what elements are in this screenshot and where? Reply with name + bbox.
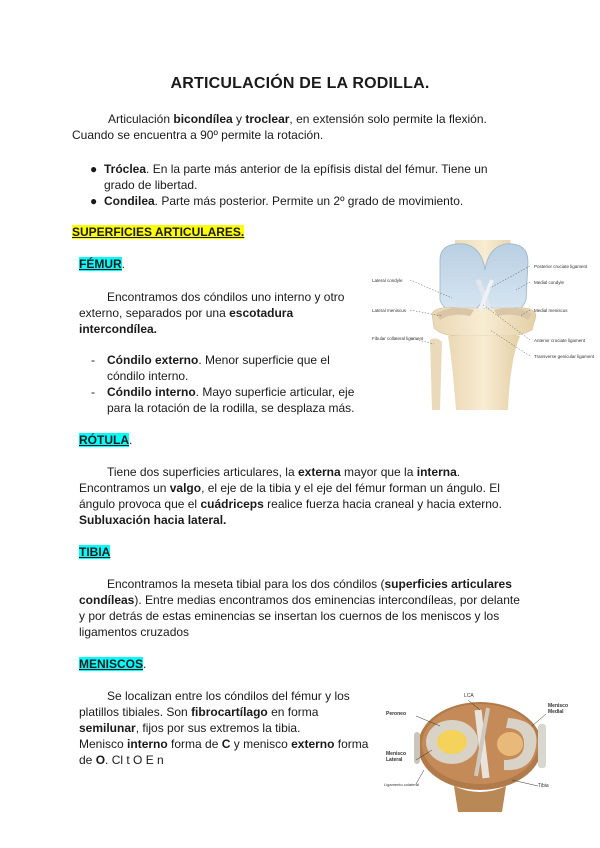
rotula-paragraph: Tiene dos superficies articulares, la externa mayor que la interna. Encontramos un valgo, el eje de la tibia y el eje del fémur forman un ángulo. El ángulo provoca que el cuádriceps realice fuerza hacia craneal y hacia externo. Subluxación hacia lateral. — [79, 465, 502, 527]
list-item: ● Condilea. Parte más posterior. Permite un 2º grado de movimiento. — [90, 194, 464, 208]
section-heading-superficies: SUPERFICIES ARTICULARES. — [72, 225, 245, 239]
list-item: - Cóndilo externo. Menor superficie que el cóndilo interno. — [91, 353, 330, 383]
menisci-illustration — [380, 680, 580, 812]
list-item: - Cóndilo interno. Mayo superficie articular, eje para la rotación de la rodilla, se desplaza más. — [91, 385, 355, 415]
figure-label: Medial condyle — [534, 280, 565, 285]
section-heading-tibia: TIBIA — [79, 545, 111, 559]
meniscos-paragraph: Se localizan entre los cóndilos del fémur y los platillos tibiales. Son fibrocartílago en forma semilunar, fijos por sus extremos la tibia. Menisco interno forma de C y menisco externo forma de O. Cl t O E n — [79, 689, 369, 767]
figure-label: Fibular collateral ligament — [372, 336, 424, 341]
bullet-dot: ● — [90, 162, 98, 176]
figure-label: Medial — [548, 709, 564, 715]
section-heading-meniscos: MENISCOS. — [79, 657, 147, 671]
figure-label: Posterior cruciate ligament — [534, 264, 588, 269]
figure-label: Lateral — [386, 757, 403, 763]
figure-label: Peroneo — [386, 711, 407, 717]
menisci-anatomy-drawing — [380, 680, 580, 812]
femur-paragraph: Encontramos dos cóndilos uno interno y otro externo, separados por una escotadura intercondílea. — [79, 290, 345, 336]
section-heading-femur: FÉMUR. — [79, 257, 126, 271]
figure-label: Tibia — [538, 783, 549, 789]
figure-label: Transverse genicular ligament — [534, 354, 595, 359]
figure-label: Menisco — [386, 751, 407, 757]
figure-label: Medial meniscus — [534, 308, 568, 313]
figure-label: Menisco — [548, 703, 569, 709]
condyle-list — [79, 352, 369, 416]
tibia-paragraph: Encontramos la meseta tibial para los dos cóndilos (superficies articulares condíleas). Entre medias encontramos dos eminencias intercondíleas, por delante y por detrás de estas eminencias se insertan los cuernos de los meniscos y los ligamentos cruzados — [79, 577, 520, 639]
feature-list — [72, 161, 542, 209]
figure-label: Ligamento colateral — [384, 782, 419, 787]
figure-label: LCA — [464, 693, 474, 699]
page-title: ARTICULACIÓN DE LA RODILLA. — [170, 75, 430, 92]
list-item: ● Tróclea. En la parte más anterior de la epífisis distal del fémur. Tiene un grado de libertad. — [90, 162, 488, 192]
figure-label: Lateral meniscus — [372, 308, 407, 313]
bullet-dot: ● — [90, 194, 98, 208]
figure-label: Lateral condyle — [372, 278, 403, 283]
section-heading-rotula: RÓTULA. — [79, 433, 133, 447]
knee-joint-illustration — [370, 240, 600, 410]
figure-label: Anterior cruciate ligament — [534, 338, 586, 343]
intro-paragraph: Articulación bicondílea y troclear, en extensión solo permite la flexión. Cuando se encuentra a 90º permite la rotación. — [72, 112, 487, 142]
